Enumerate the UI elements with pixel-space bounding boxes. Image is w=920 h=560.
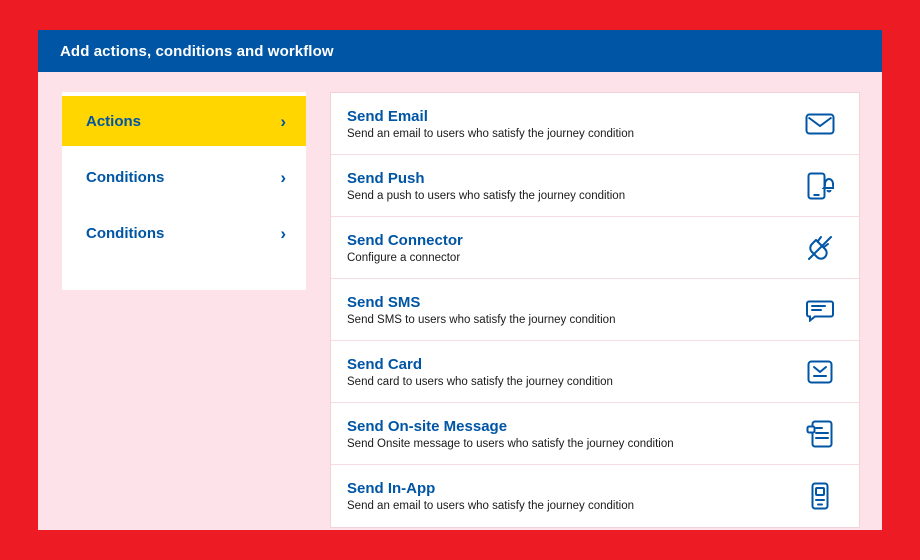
action-item-send-in-app[interactable]: [331, 465, 859, 527]
push-notification-icon: [803, 169, 837, 203]
action-title: Send Push: [347, 169, 425, 187]
chevron-right-icon: ›: [280, 111, 286, 131]
sidebar: [62, 92, 306, 290]
action-title: Send Connector: [347, 231, 463, 249]
action-description: Send card to users who satisfy the journey condition: [347, 375, 613, 388]
sidebar-item-label: Conditions: [86, 224, 165, 242]
sidebar-item-label: Actions: [86, 112, 142, 130]
chevron-right-icon: ›: [280, 167, 286, 187]
sms-bubble-icon: [803, 293, 837, 327]
action-title: Send In-App: [347, 480, 436, 497]
action-description: Configure a connector: [347, 251, 461, 264]
action-item-send-connector[interactable]: [331, 217, 859, 279]
chevron-right-icon: ›: [280, 223, 286, 243]
action-text: [347, 480, 634, 512]
action-title: Send On-site Message: [347, 417, 508, 435]
action-description: Send an email to users who satisfy the journey condition: [347, 127, 635, 140]
action-description: Send Onsite message to users who satisfy the journey condition: [347, 437, 674, 450]
action-text: [347, 356, 613, 388]
action-title: Send Card: [347, 355, 423, 373]
action-item-send-onsite-message[interactable]: [331, 403, 859, 465]
envelope-icon: [803, 107, 837, 141]
plug-icon: [803, 231, 837, 265]
action-item-send-push[interactable]: [331, 155, 859, 217]
page-title: Add actions, conditions and workflow: [60, 42, 334, 60]
dialog-panel: [38, 30, 882, 530]
card-icon: [803, 355, 837, 389]
sidebar-item-actions[interactable]: [62, 96, 306, 146]
action-title: Send SMS: [347, 293, 421, 311]
sidebar-item-label: Conditions: [86, 168, 165, 186]
action-title: Send Email: [347, 107, 428, 125]
action-text: [347, 170, 625, 202]
action-text: [347, 108, 634, 140]
action-description: Send SMS to users who satisfy the journey condition: [347, 313, 616, 326]
sidebar-item-conditions-1[interactable]: [62, 152, 306, 202]
action-item-send-card[interactable]: [331, 341, 859, 403]
onsite-message-icon: [803, 417, 837, 451]
in-app-icon: [803, 479, 837, 513]
action-description: Send an email to users who satisfy the journey condition: [347, 500, 635, 512]
dialog-header: [38, 30, 882, 72]
action-text: [347, 418, 674, 450]
action-item-send-sms[interactable]: [331, 279, 859, 341]
action-description: Send a push to users who satisfy the journey condition: [347, 189, 626, 202]
actions-list: [330, 92, 860, 528]
action-text: [347, 232, 463, 264]
action-text: [347, 294, 615, 326]
action-item-send-email[interactable]: [331, 93, 859, 155]
sidebar-item-conditions-2[interactable]: [62, 208, 306, 258]
dialog-body: [38, 72, 882, 530]
